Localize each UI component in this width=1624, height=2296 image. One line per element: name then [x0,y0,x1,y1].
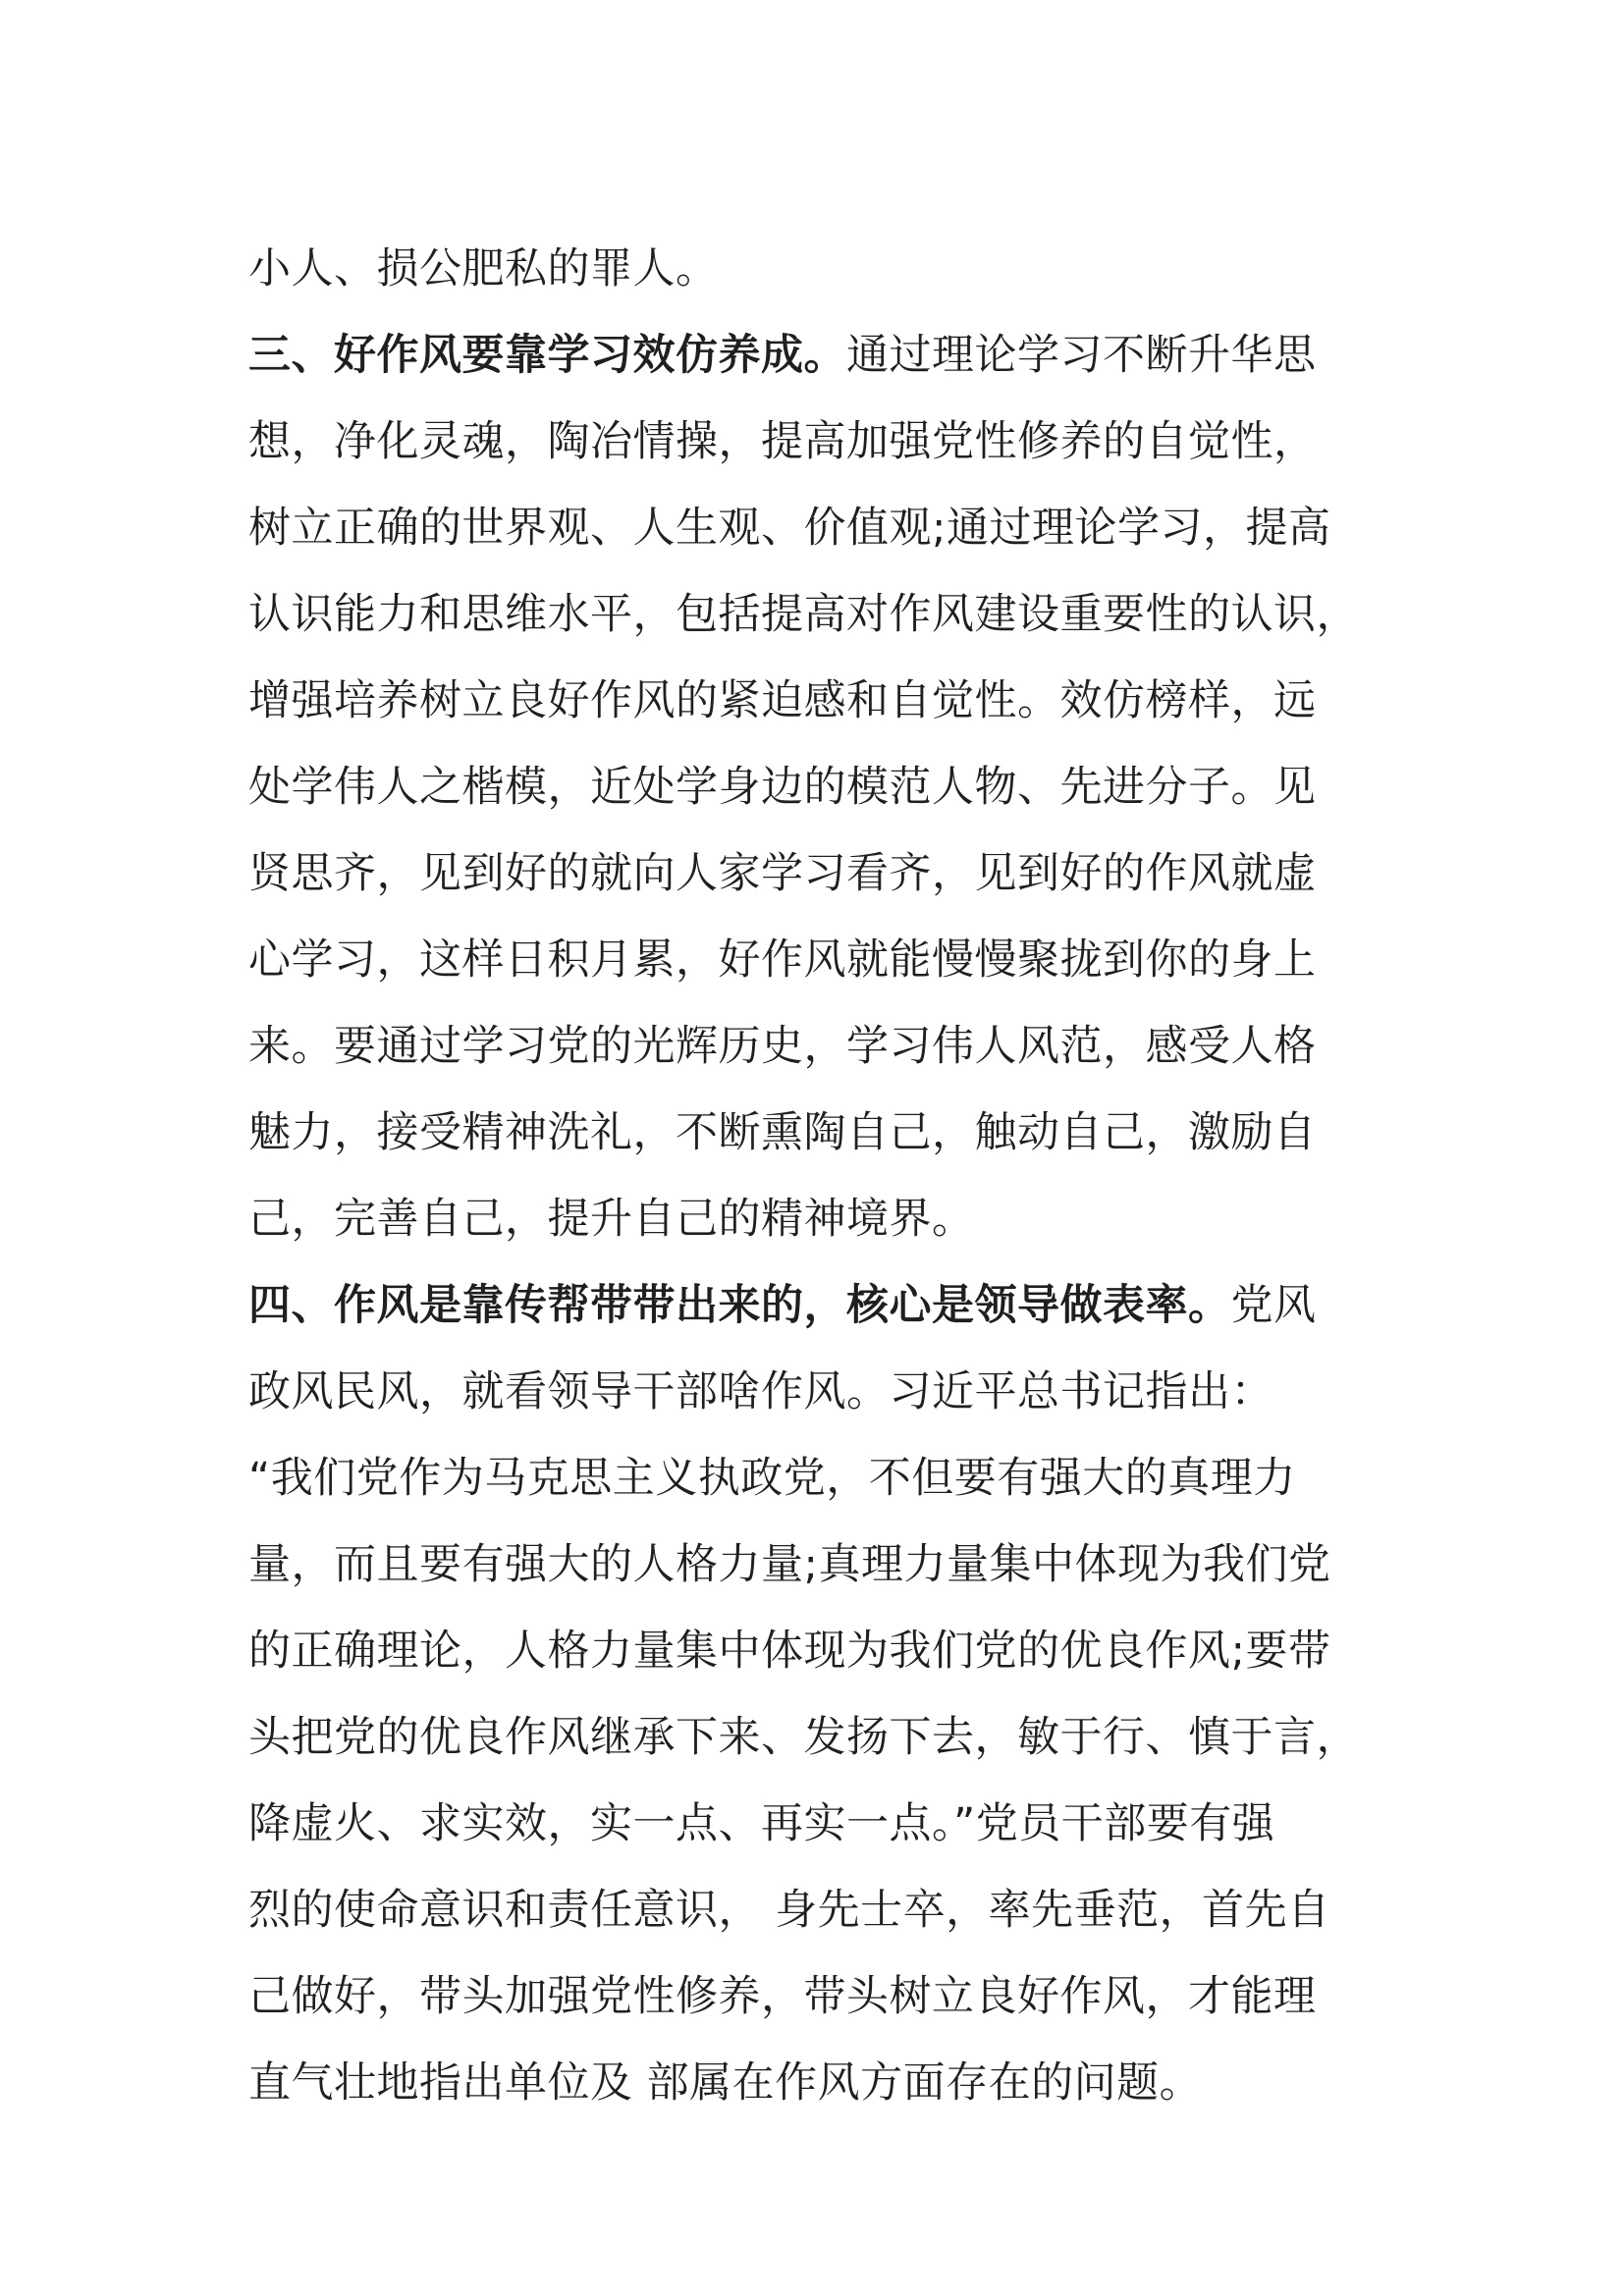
text-line-18: 头把党的优良作风继承下来、发扬下去，敏于行、慎于言， [248,1713,1359,1762]
section-heading-4: 四、作风是靠传帮带带出来的，核心是领导做表率。 [248,1281,1231,1330]
text-line-1: 小人、损公肥私的罪人。 [248,244,719,294]
text-line-7: 处学伟人之楷模，近处学身边的模范人物、先进分子。见 [248,763,1317,812]
text-line-20: 烈的使命意识和责任意识， 身先士卒，率先垂范，首先自 [248,1886,1330,1935]
text-line-16: 量，而且要有强大的人格力量;真理力量集中体现为我们党 [248,1540,1331,1589]
text-line-2: 三、好作风要靠学习效仿养成。通过理论学习不断升华思 [248,331,1317,380]
text-line-17: 的正确理论，人格力量集中体现为我们党的优良作风;要带 [248,1627,1331,1676]
text-line-6: 增强培养树立良好作风的紧迫感和自觉性。效仿榜样，远 [248,676,1317,725]
text-line-15: “我们党作为马克思主义执政党，不但要有强大的真理力 [248,1454,1296,1503]
text-line-12: 己，完善自己，提升自己的精神境界。 [248,1195,975,1244]
text-line-13: 四、作风是靠传帮带带出来的，核心是领导做表率。党风 [248,1281,1317,1330]
text-line-9: 心学习，这样日积月累，好作风就能慢慢聚拢到你的身上 [248,935,1317,985]
text-line-11: 魅力，接受精神洗礼，不断熏陶自己，触动自己，激励自 [248,1108,1317,1157]
text-line-4: 树立正确的世界观、人生观、价值观;通过理论学习，提高 [248,504,1331,553]
text-line-22: 直气壮地指出单位及 部属在作风方面存在的问题。 [248,2058,1203,2108]
text-line-5: 认识能力和思维水平，包括提高对作风建设重要性的认识， [248,590,1359,639]
text-line-10: 来。要通过学习党的光辉历史，学习伟人风范，感受人格 [248,1022,1317,1071]
section-heading-3: 三、好作风要靠学习效仿养成。 [248,331,846,380]
text-line-3: 想，净化灵魂，陶冶情操，提高加强党性修养的自觉性， [248,417,1317,466]
text-line-21: 己做好，带头加强党性修养，带头树立良好作风，才能理 [248,1972,1317,2021]
text-line-14: 政风民风，就看领导干部啥作风。习近平总书记指出： [248,1367,1273,1416]
text-line-8: 贤思齐，见到好的就向人家学习看齐，见到好的作风就虚 [248,849,1317,898]
text-line-19: 降虚火、求实效，实一点、再实一点。”党员干部要有强 [248,1799,1275,1848]
